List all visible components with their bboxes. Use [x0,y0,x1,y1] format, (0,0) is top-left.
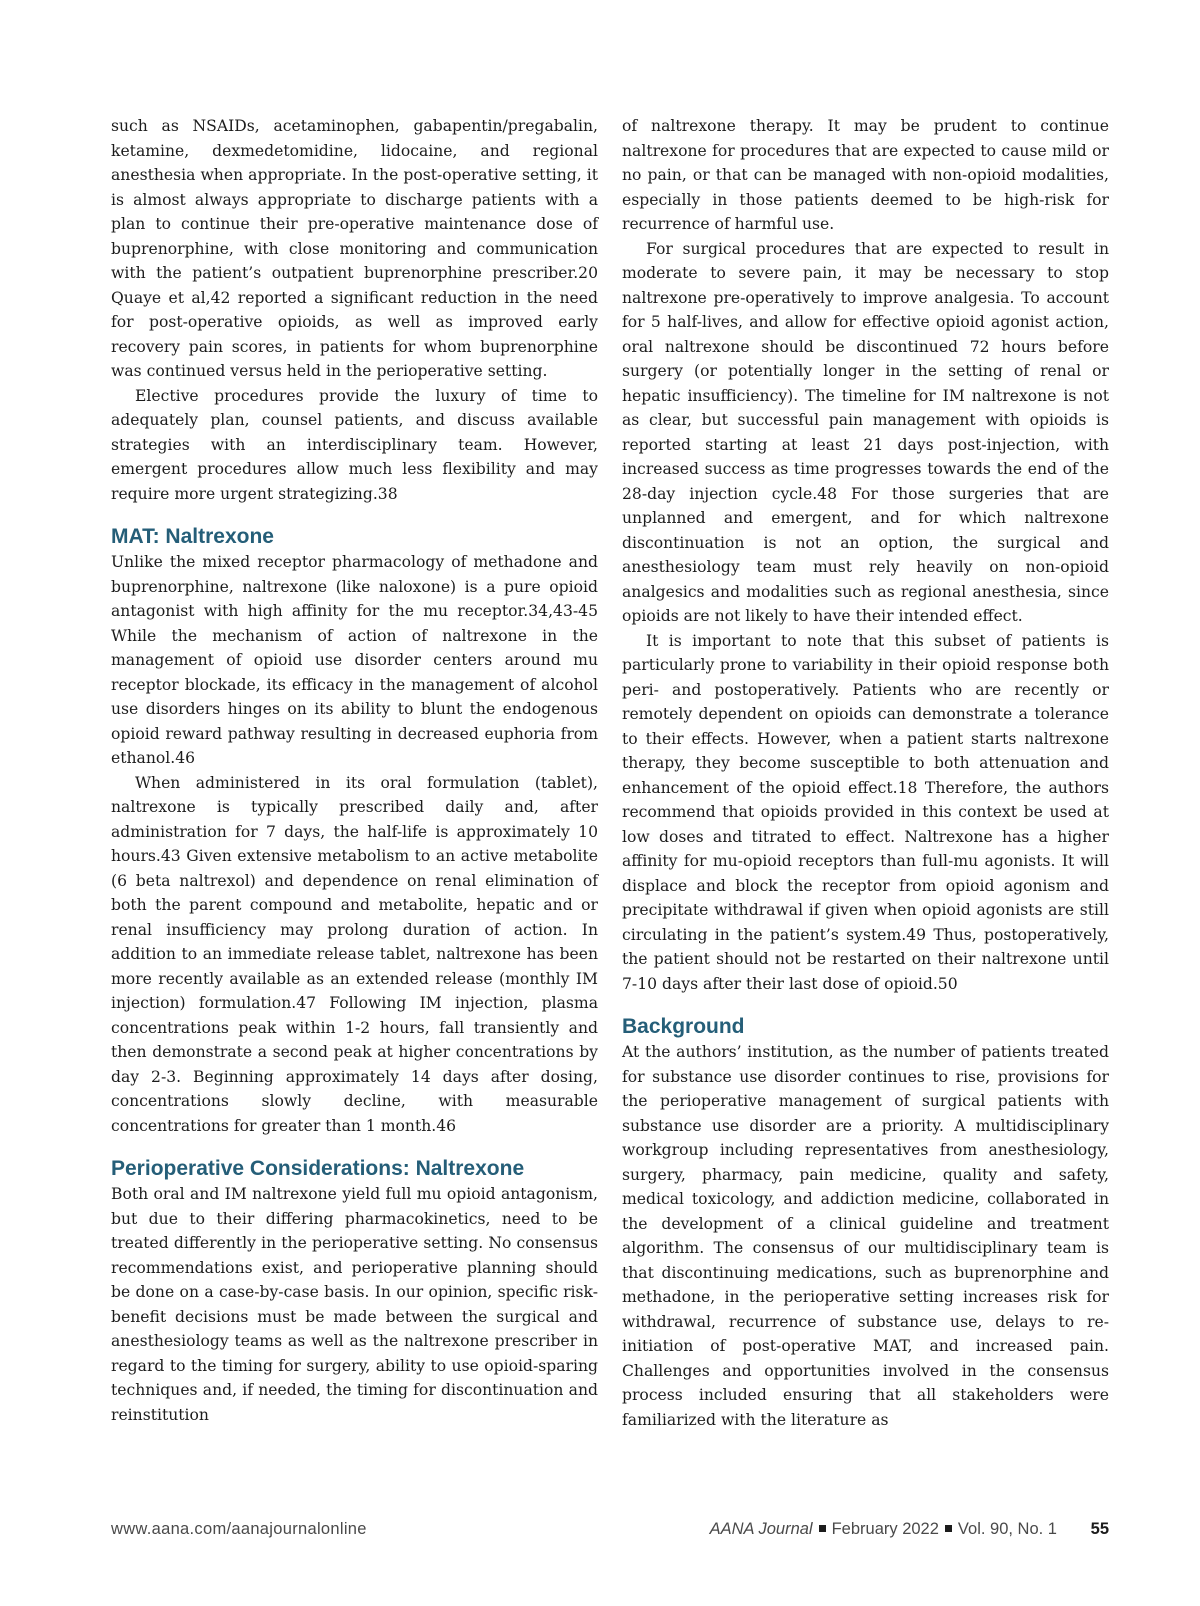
volume-issue: Vol. 90, No. 1 [957,1520,1057,1538]
page-footer [111,1520,1109,1542]
section-heading-mat-naltrexone: MAT: Naltrexone [111,525,274,548]
paragraph: such as NSAIDs, acetaminophen, gabapentin/pregabalin, ketamine, dexmedetomidine, lidocaine, and regional anesthesia when appropriate. In the post-operative setting, it is almost always appropriate to discharge patients with a plan to continue their pre-operative maintenance dose of buprenorphine, with close monitoring and communication with the patient’s outpatient buprenorphine prescriber.20 Quaye et al,42 reported a significant reduction in the need for post-operative opioids, as well as improved early recovery pain scores, in patients for whom buprenorphine was continued versus held in the perioperative setting. [111,117,598,380]
journal-citation [710,1520,1057,1539]
section-heading-perioperative-considerations: Perioperative Considerations: Naltrexone [111,1157,525,1180]
paragraph: For surgical procedures that are expected to result in moderate to severe pain, it may be necessary to stop naltrexone pre-operatively to improve analgesia. To account for 5 half-lives, and allow for effective opioid agonist action, oral naltrexone should be discontinued 72 hours before surgery (or potentially longer in the setting of renal or hepatic insufficiency). The timeline for IM naltrexone is not as clear, but successful pain management with opioids is reported starting at least 21 days post-injection, with increased success as time progresses towards the end of the 28-day injection cycle.48 For those surgeries that are unplanned and emergent, and for which naltrexone discontinuation is not an option, the surgical and anesthesiology team must rely heavily on non-opioid analgesics and modalities such as regional anesthesia, since opioids are not likely to have their intended effect. [622,239,1109,625]
paragraph: Both oral and IM naltrexone yield full mu opioid antagonism, but due to their differing pharmacokinetics, need to be treated differently in the perioperative setting. No consensus recommendations exist, and perioperative planning should be done on a case-by-case basis. In our opinion, specific risk-benefit decisions must be made between the surgical and anesthesiology teams as well as the naltrexone prescriber in regard to the timing for surgery, ability to use opioid-sparing techniques and, if needed, the timing for discontinuation and reinstitution [111,1185,598,1424]
left-column [111,114,598,1427]
issue-date: February 2022 [831,1520,939,1538]
journal-url[interactable]: www.aana.com/aanajournalonline [111,1520,367,1538]
paragraph: Unlike the mixed receptor pharmacology of methadone and buprenorphine, naltrexone (like naloxone) is a pure opioid antagonist with high affinity for the mu receptor.34,43-45 While the mechanism of action of naltrexone in the management of opioid use disorder centers around mu receptor blockade, its efficacy in the management of alcohol use disorders hinges on its ability to blunt the endogenous opioid reward pathway resulting in decreased euphoria from ethanol.46 [111,553,598,767]
paragraph: At the authors’ institution, as the number of patients treated for substance use disorder continues to rise, provisions for the perioperative management of surgical patients with substance use disorder are a priority. A multidisciplinary workgroup including representatives from anesthesiology, surgery, pharmacy, pain medicine, quality and safety, medical toxicology, and addiction medicine, collaborated in the development of a clinical guideline and treatment algorithm. The consensus of our multidisciplinary team is that discontinuing medications, such as buprenorphine and methadone, in the perioperative setting increases risk for withdrawal, recurrence of substance use, delays to re-initiation of post-operative MAT, and increased pain. Challenges and opportunities involved in the consensus process included ensuring that all stakeholders were familiarized with the literature as [622,1043,1109,1429]
journal-name: AANA Journal [709,1520,813,1538]
right-column [622,114,1109,1432]
paragraph: Elective procedures provide the luxury of time to adequately plan, counsel patients, and discuss available strategies with an interdisciplinary team. However, emergent procedures allow much less flexibility and may require more urgent strategizing.38 [111,386,598,503]
square-bullet-icon [945,1525,952,1532]
paragraph: It is important to note that this subset of patients is particularly prone to variability in their opioid response both peri- and postoperatively. Patients who are recently or remotely dependent on opioids can demonstrate a tolerance to their effects. However, when a patient starts naltrexone therapy, they become susceptible to both attenuation and enhancement of the opioid effect.18 Therefore, the authors recommend that opioids provided in this context be used at low doses and titrated to effect. Naltrexone has a higher affinity for mu-opioid receptors than full-mu agonists. It will displace and block the receptor from opioid agonism and precipitate withdrawal if given when opioid agonists are still circulating in the patient’s system.49 Thus, postoperatively, the patient should not be restarted on their naltrexone until 7-10 days after their last dose of opioid.50 [622,631,1109,993]
paragraph: When administered in its oral formulation (tablet), naltrexone is typically prescribed daily and, after administration for 7 days, the half-life is approximately 10 hours.43 Given extensive metabolism to an active metabolite (6 beta naltrexol) and dependence on renal elimination of both the parent compound and metabolite, hepatic and or renal insufficiency may prolong duration of action. In addition to an immediate release tablet, naltrexone has been more recently available as an extended release (monthly IM injection) formulation.47 Following IM injection, plasma concentrations peak within 1-2 hours, fall transiently and then demonstrate a second peak at higher concentrations by day 2-3. Beginning approximately 14 days after dosing, concentrations slowly decline, with measurable concentrations for greater than 1 month.46 [111,773,598,1135]
paragraph: of naltrexone therapy. It may be prudent to continue naltrexone for procedures that are expected to cause mild or no pain, or that can be managed with non-opioid modalities, especially in those patients deemed to be high-risk for recurrence of harmful use. [622,117,1109,233]
square-bullet-icon [819,1525,826,1532]
section-heading-background: Background [622,1015,745,1038]
page-number: 55 [1090,1520,1109,1538]
